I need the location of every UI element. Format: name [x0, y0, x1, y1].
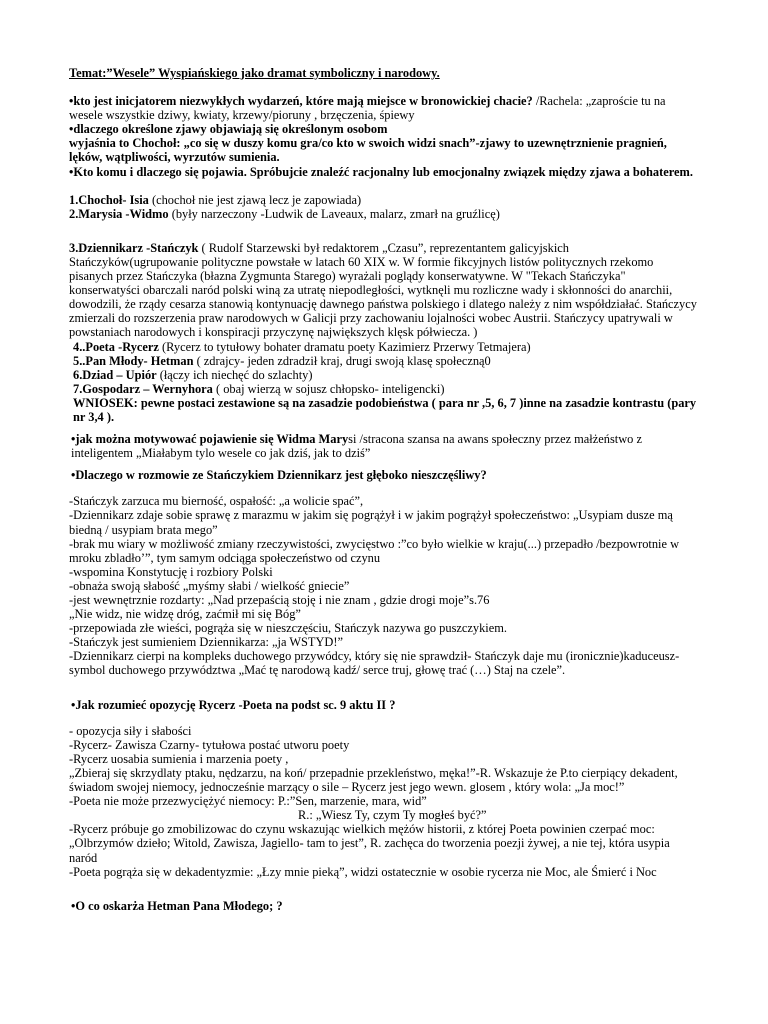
answer-line: -jest wewnętrznie rozdarty: „Nad przepaścią stoję i nie znam , gdzie drogi moje”s.76 [69, 593, 490, 607]
intro-line [69, 94, 699, 122]
pair-item [69, 193, 699, 207]
conclusion [73, 396, 699, 424]
answer-line: -Stańczyk jest sumieniem Dziennikarza: „ja WSTYD!” [69, 635, 343, 650]
pair-note: ( zdrajcy- jeden zdradził kraj, drugi swoją klasę społeczną0 [193, 353, 491, 368]
question-bold: •jak można motywować pojawienie się Widma Mary [71, 432, 349, 447]
pair-names: 3.Dziennikarz -Stańczyk [69, 240, 199, 255]
answer-line: - opozycja siły i słabości [69, 723, 192, 738]
answer-line: -brak mu wiary w możliwość zmiany rzeczywistości, zwycięstwo :”co było wielkie w kraju(...) przepadło /bezpowrotnie w mroku zbladło’”, tym samym odciąga społeczeństwo od czynu [69, 536, 680, 565]
pair-item [73, 340, 699, 354]
answer-line: -wspomina Konstytucję i rozbiory Polski [69, 564, 273, 579]
pair-names: 2.Marysia -Widmo [69, 206, 169, 221]
stanczyk-paragraph [69, 241, 699, 340]
rycerz-answers [69, 724, 699, 879]
question-answer: si /stracona szansa na awans społeczny przez małżeństwo z inteligentem „Miałabym tylo wesele co jak dziś, jak to dziś” [71, 432, 642, 461]
pair-item [73, 382, 699, 396]
answer-line: -Dziennikarz cierpi na kompleks duchowego przywódcy, który się nie sprawdził- Stańczyk daje mu (ironicznie)kaduceusz- symbol duchowego przywództwa „Mać tę narodową kadź/ serce truj, głowę trać (…) Staj na czele”. [69, 649, 680, 678]
pair-note: ( Rudolf Starzewski był redaktorem „Czasu”, reprezentantem galicyjskich Stańczyków(ugrupowanie polityczne powstałe w latach 60 XIX w. W formie fikcyjnych listów politycznych rzekomo pisanych przez Stańczyka (błazna Zygmunta Starego) wyrażali poglądy konserwatywne. W "Tekach Stańczyka" konserwatyści obarczali naród polski winą za utratę niepodległości, wytknęli mu rozliczne wady i skłonności do anarchii, dowodzili, że rządy cesarza stanowią kontynuację dawnego państwa polskiego i dlatego należy z nim współdziałać. Stańczycy zmierzali do rozszerzenia praw narodowych w Galicji przy zachowaniu lojalności wobec Austrii. Stańczycy upatrywali w powstaniach narodowych i konspiracji przyczynę największych klęsk półwiecza. ) [69, 240, 697, 340]
answer-line: -Rycerz- Zawisza Czarny- tytułowa postać utworu poety [69, 737, 350, 752]
answer-line: „Nie widz, nie widzę dróg, zaćmił mi się Bóg” [69, 607, 301, 622]
intro-line: •dlaczego określone zjawy objawiają się określonym osobom [69, 122, 388, 137]
pair-item [69, 207, 699, 221]
pair-note: ( obaj wierzą w sojusz chłopsko- inteligencki) [212, 381, 445, 396]
pair-note: (chochoł nie jest zjawą lecz je zapowiada) [148, 192, 362, 207]
pair-item [73, 368, 699, 382]
pairs-list-b [69, 340, 699, 425]
answer-line: „Zbieraj się skrzydlaty ptaku, nędzarzu, na koń/ przepadnie przekleństwo, męka!”-R. Wskazuje że P.to cierpiący dekadent, świadom swojej niemocy, jednocześnie marzący o sile – Rycerz jest jego wewn. glosem , który wola: „Ja moc!” [69, 765, 678, 795]
answer-line: R.: „Wiesz Ty, czym Ty mogłeś być?” [298, 808, 487, 823]
pair-names: 1.Chochoł- Isia [69, 192, 149, 207]
answer-line: -Rycerz próbuje go zmobilizowac do czynu wskazując wielkich mężów historii, z której Poeta powinien czerpać moc: „Olbrzymów dzieło; Witold, Zawisza, Jagiello- tam to jest”, R. zachęca do tworzenia poezji żywej, a nie tej, która usypia naród [69, 822, 670, 865]
answer-line: -przepowiada złe wieści, pogrąża się w nieszczęściu, Stańczyk nazywa go puszczykiem. [69, 621, 507, 636]
document-page [69, 66, 699, 913]
question-heading: •Dlaczego w rozmowie ze Stańczykiem Dziennikarz jest głęboko nieszczęśliwy? [71, 468, 487, 483]
answer-line: -Dziennikarz zdaje sobie sprawę z marazmu w jakim się pogrążył i w jakim pogrążył społeczeństwo: „Usypiam dusze mą biedną / usypiam brata mego” [69, 508, 673, 537]
answer-line: -Stańczyk zarzuca mu bierność, ospałość: „a wolicie spać”, [69, 494, 364, 509]
document-title: Temat:”Wesele” Wyspiańskiego jako dramat symboliczny i narodowy. [69, 66, 440, 80]
intro-line: •Kto komu i dlaczego się pojawia. Spróbujcie znaleźć racjonalny lub emocjonalny związek między zjawa a bohaterem. [69, 164, 693, 179]
question-heading: •Jak rozumieć opozycję Rycerz -Poeta na podst sc. 9 aktu II ? [71, 697, 396, 712]
answer-line: -Rycerz uosabia sumienia i marzenia poety , [69, 751, 289, 766]
widmo-question [69, 432, 699, 460]
pair-names: 6.Dziad – Upiór [73, 367, 157, 382]
conclusion-text: WNIOSEK: pewne postaci zestawione są na zasadzie podobieństwa ( para nr ,5, 6, 7 )inne na zasadzie kontrastu (pary nr 3,4 ). [73, 395, 697, 424]
answer-line: -obnaża swoją słabość „myśmy słabi / wielkość gniecie” [69, 578, 350, 593]
pair-names: 5..Pan Młody- Hetman [73, 353, 194, 368]
answer-line: -Poeta pogrąża się w dekadentyzmie: „Łzy mnie pieką”, widzi ostatecznie w osobie rycerza nie Moc, ale Śmierć i Noc [69, 864, 657, 879]
pair-note: (były narzeczony -Ludwik de Laveaux, malarz, zmarł na gruźlicę) [168, 206, 500, 221]
intro-section [69, 94, 699, 179]
intro-text: /Rachela: „zaproście tu na wesele wszystkie dziwy, kwiaty, krzewy/pioruny , brzęczenia, śpiewy [69, 94, 666, 123]
pair-note: (Rycerz to tytułowy bohater dramatu poety Kazimierz Przerwy Tetmajera) [158, 339, 531, 354]
intro-line: wyjaśnia to Chochoł: „co się w duszy komu gra/co kto w swoich widzi snach”-zjawy to uzewnętrznienie pragnień, lęków, wątpliwości, wyrzutów sumienia. [69, 136, 667, 165]
intro-bold: •kto jest inicjatorem niezwykłych wydarzeń, które mają miejsce w bronowickiej chacie? [69, 94, 533, 109]
question-heading: •O co oskarża Hetman Pana Młodego; ? [71, 898, 283, 913]
pair-note: (łączy ich niechęć do szlachty) [156, 367, 313, 382]
pairs-list-a [69, 193, 699, 221]
answer-line: -Poeta nie może przezwyciężyć niemocy: P.:”Sen, marzenie, mara, wid” [69, 794, 427, 809]
pair-names: 4..Poeta -Rycerz [73, 339, 159, 354]
pair-names: 7.Gospodarz – Wernyhora [73, 381, 213, 396]
dziennikarz-answers [69, 494, 699, 677]
pair-item [73, 354, 699, 368]
